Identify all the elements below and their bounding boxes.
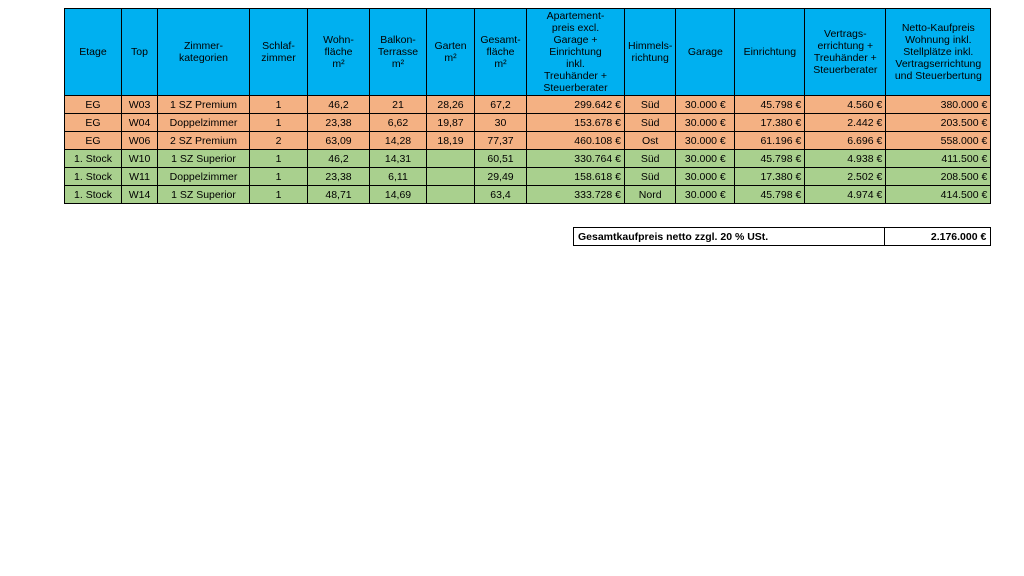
header-line: zimmer [261, 52, 296, 65]
cell-garage: 30.000 € [676, 114, 735, 132]
cell-netto-kaufpreis: 203.500 € [886, 114, 991, 132]
cell-apartementpreis: 299.642 € [527, 96, 625, 114]
col-header-garage [676, 9, 735, 96]
header-line: m² [332, 58, 345, 71]
cell-gesamtflaeche: 29,49 [475, 168, 527, 186]
col-header-apartementpreis [527, 9, 625, 96]
cell-garage: 30.000 € [676, 132, 735, 150]
cell-wohnflaeche: 23,38 [308, 114, 370, 132]
cell-wohnflaeche: 46,2 [308, 96, 370, 114]
cell-garage: 30.000 € [676, 96, 735, 114]
cell-himmelsrichtung: Süd [625, 168, 676, 186]
table-row[interactable] [65, 168, 991, 186]
cell-garten [427, 168, 475, 186]
header-line: Zimmer- [183, 40, 224, 53]
header-line: Apartement- [546, 10, 605, 22]
cell-garten: 19,87 [427, 114, 475, 132]
cell-einrichtung: 45.798 € [735, 186, 805, 204]
col-header-etage [65, 9, 122, 96]
cell-garage: 30.000 € [676, 186, 735, 204]
col-header-schlafzimmer [250, 9, 308, 96]
col-header-zimmerkategorien [158, 9, 250, 96]
cell-balkon: 6,11 [370, 168, 427, 186]
header-line: Wohn- [323, 34, 354, 47]
cell-einrichtung: 45.798 € [735, 96, 805, 114]
total-table [573, 227, 991, 246]
cell-top: W04 [122, 114, 158, 132]
col-header-garten [427, 9, 475, 96]
cell-etage: EG [65, 132, 122, 150]
header-line: m² [391, 58, 405, 71]
cell-schlafzimmer: 1 [250, 186, 308, 204]
cell-netto-kaufpreis: 414.500 € [886, 186, 991, 204]
cell-balkon: 14,69 [370, 186, 427, 204]
cell-wohnflaeche: 48,71 [308, 186, 370, 204]
cell-apartementpreis: 333.728 € [527, 186, 625, 204]
header-line: m² [494, 58, 507, 71]
table-row[interactable] [65, 114, 991, 132]
cell-garten: 28,26 [427, 96, 475, 114]
header-line: Top [131, 46, 148, 59]
cell-wohnflaeche: 63,09 [308, 132, 370, 150]
cell-wohnflaeche: 46,2 [308, 150, 370, 168]
header-line: fläche [324, 46, 353, 59]
header-line: Gesamt- [480, 34, 521, 47]
cell-zimmerkategorie: 1 SZ Superior [158, 150, 250, 168]
cell-schlafzimmer: 1 [250, 96, 308, 114]
cell-garage: 30.000 € [676, 150, 735, 168]
cell-himmelsrichtung: Süd [625, 150, 676, 168]
cell-netto-kaufpreis: 411.500 € [886, 150, 991, 168]
cell-top: W11 [122, 168, 158, 186]
cell-top: W06 [122, 132, 158, 150]
cell-himmelsrichtung: Ost [625, 132, 676, 150]
header-line: errichtung + [817, 40, 874, 53]
total-value: 2.176.000 € [884, 228, 991, 246]
table-row[interactable] [65, 186, 991, 204]
cell-zimmerkategorie: Doppelzimmer [158, 168, 250, 186]
header-line: Steuerberater [543, 82, 608, 95]
table-row[interactable] [65, 96, 991, 114]
cell-top: W03 [122, 96, 158, 114]
cell-himmelsrichtung: Süd [625, 96, 676, 114]
header-line: und Steuerbertung [894, 70, 982, 83]
spreadsheet-area [64, 8, 991, 243]
cell-balkon: 21 [370, 96, 427, 114]
cell-etage: EG [65, 114, 122, 132]
cell-schlafzimmer: 2 [250, 132, 308, 150]
header-line: Treuhänder + [544, 70, 607, 83]
header-line: Wohnung inkl. [905, 34, 972, 47]
cell-zimmerkategorie: 2 SZ Premium [158, 132, 250, 150]
pricing-table [64, 8, 991, 204]
cell-gesamtflaeche: 30 [475, 114, 527, 132]
cell-einrichtung: 45.798 € [735, 150, 805, 168]
header-line: Einrichtung [549, 46, 602, 59]
header-line: Garage [687, 46, 723, 59]
cell-netto-kaufpreis: 208.500 € [886, 168, 991, 186]
header-line: kategorien [178, 52, 229, 65]
cell-einrichtung: 61.196 € [735, 132, 805, 150]
cell-zimmerkategorie: 1 SZ Premium [158, 96, 250, 114]
cell-vertragserrichtung: 6.696 € [805, 132, 886, 150]
cell-schlafzimmer: 1 [250, 168, 308, 186]
cell-apartementpreis: 153.678 € [527, 114, 625, 132]
cell-etage: EG [65, 96, 122, 114]
cell-netto-kaufpreis: 558.000 € [886, 132, 991, 150]
table-body [65, 96, 991, 204]
cell-balkon: 6,62 [370, 114, 427, 132]
table-row[interactable] [65, 150, 991, 168]
header-line: Himmels- [628, 40, 673, 53]
cell-garten: 18,19 [427, 132, 475, 150]
cell-garage: 30.000 € [676, 168, 735, 186]
total-label: Gesamtkaufpreis netto zzgl. 20 % USt. [574, 228, 885, 246]
cell-wohnflaeche: 23,38 [308, 168, 370, 186]
cell-einrichtung: 17.380 € [735, 114, 805, 132]
header-line: m² [444, 52, 457, 65]
total-row [574, 228, 991, 246]
cell-vertragserrichtung: 4.938 € [805, 150, 886, 168]
header-line: fläche [486, 46, 515, 59]
cell-einrichtung: 17.380 € [735, 168, 805, 186]
cell-schlafzimmer: 1 [250, 114, 308, 132]
col-header-himmelsrichtung [625, 9, 676, 96]
cell-etage: 1. Stock [65, 150, 122, 168]
cell-balkon: 14,28 [370, 132, 427, 150]
table-row[interactable] [65, 132, 991, 150]
header-line: inkl. [566, 58, 585, 71]
cell-vertragserrichtung: 4.560 € [805, 96, 886, 114]
total-row-wrapper [573, 227, 991, 246]
cell-schlafzimmer: 1 [250, 150, 308, 168]
header-line: Garage + [553, 34, 598, 47]
cell-top: W14 [122, 186, 158, 204]
header-line: Steuerberater [813, 64, 878, 77]
cell-netto-kaufpreis: 380.000 € [886, 96, 991, 114]
cell-top: W10 [122, 150, 158, 168]
col-header-balkon-terrasse [370, 9, 427, 96]
header-line: Vertragserrichtung [895, 58, 982, 71]
cell-balkon: 14,31 [370, 150, 427, 168]
header-line: Vertrags- [824, 28, 867, 41]
cell-etage: 1. Stock [65, 168, 122, 186]
col-header-vertragserrichtung [805, 9, 886, 96]
header-line: Netto-Kaufpreis [901, 22, 975, 35]
header-line: Terrasse [377, 46, 419, 59]
cell-vertragserrichtung: 2.442 € [805, 114, 886, 132]
header-line: Garten [434, 40, 467, 53]
cell-gesamtflaeche: 77,37 [475, 132, 527, 150]
header-line: preis excl. [551, 22, 600, 35]
col-header-top [122, 9, 158, 96]
cell-gesamtflaeche: 67,2 [475, 96, 527, 114]
cell-gesamtflaeche: 60,51 [475, 150, 527, 168]
col-header-netto-kaufpreis [886, 9, 991, 96]
col-header-einrichtung [735, 9, 805, 96]
header-line: Etage [79, 46, 107, 59]
col-header-gesamtflaeche [475, 9, 527, 96]
cell-vertragserrichtung: 4.974 € [805, 186, 886, 204]
cell-apartementpreis: 330.764 € [527, 150, 625, 168]
cell-himmelsrichtung: Süd [625, 114, 676, 132]
cell-gesamtflaeche: 63,4 [475, 186, 527, 204]
cell-zimmerkategorie: Doppelzimmer [158, 114, 250, 132]
cell-garten [427, 150, 475, 168]
header-line: richtung [631, 52, 669, 65]
cell-apartementpreis: 460.108 € [527, 132, 625, 150]
header-line: Einrichtung [743, 46, 797, 59]
header-line: Schlaf- [262, 40, 295, 53]
cell-garten [427, 186, 475, 204]
header-line: Balkon- [380, 34, 416, 47]
cell-zimmerkategorie: 1 SZ Superior [158, 186, 250, 204]
col-header-wohnflaeche [308, 9, 370, 96]
table-header-row [65, 9, 991, 96]
cell-himmelsrichtung: Nord [625, 186, 676, 204]
cell-apartementpreis: 158.618 € [527, 168, 625, 186]
header-line: Stellplätze inkl. [903, 46, 974, 59]
cell-vertragserrichtung: 2.502 € [805, 168, 886, 186]
header-line: Treuhänder + [813, 52, 877, 65]
cell-etage: 1. Stock [65, 186, 122, 204]
